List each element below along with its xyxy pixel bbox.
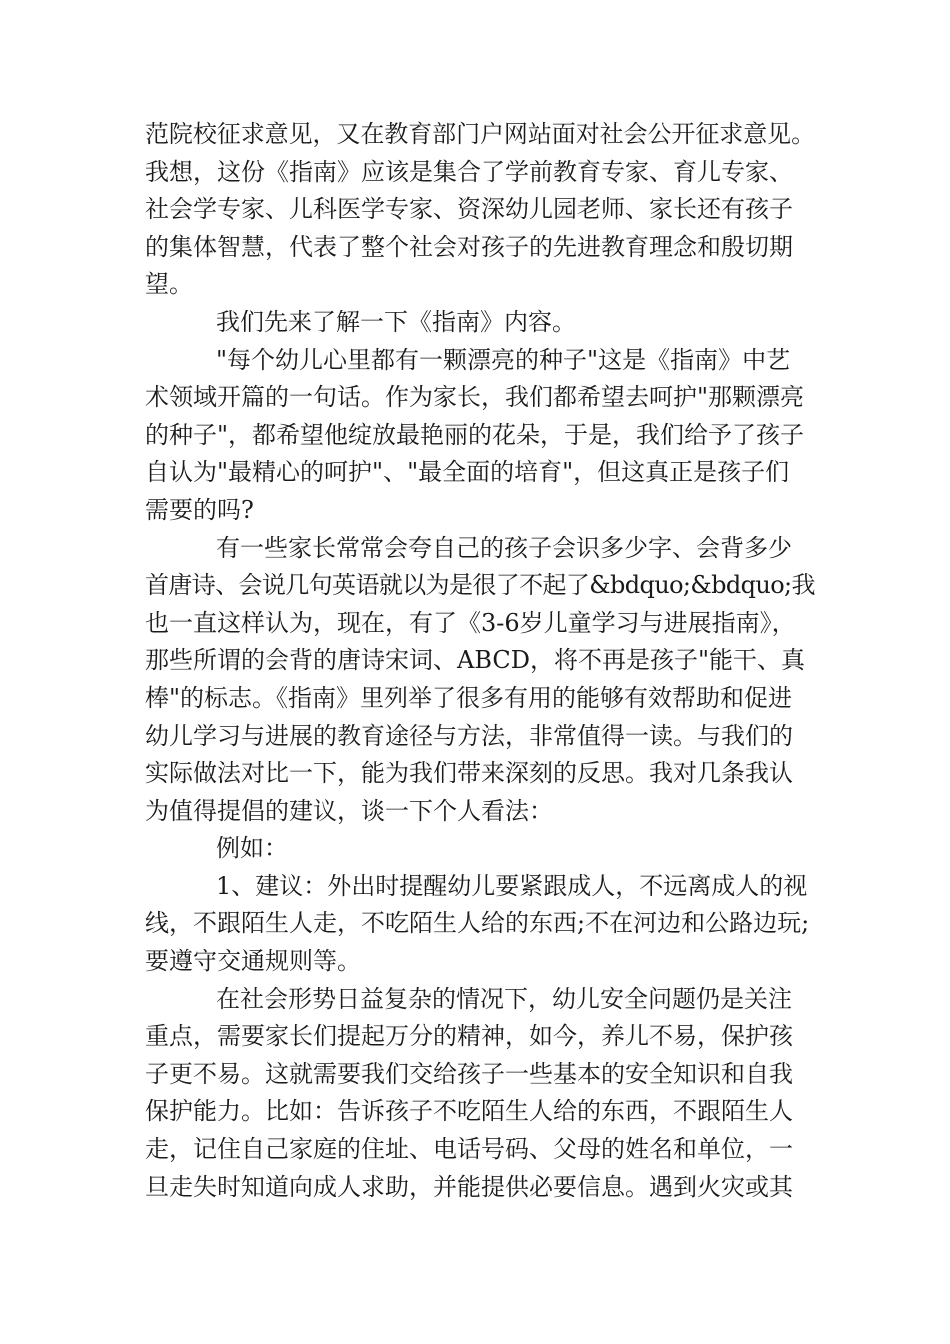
text-line: 范院校征求意见，又在教育部门户网站面对社会公开征求意见。 [145,120,815,148]
text-line: 例如： [216,834,288,863]
text-line: 社会学专家、儿科医学专家、资深幼儿园老师、家长还有孩子 [145,195,793,224]
text-line: 的种子"，都希望他绽放最艳丽的花朵，于是，我们给予了孩子 [145,420,805,449]
text-line: 线，不跟陌生人走，不吃陌生人给的东西;不在河边和公路边玩; [145,909,810,938]
text-line: 那些所谓的会背的唐诗宋词、ABCD，将不再是孩子"能干、真 [145,646,806,675]
text-line: 1、建议：外出时提醒幼儿要紧跟成人，不远离成人的视 [216,871,808,900]
text-line: "每个幼儿心里都有一颗漂亮的种子"这是《指南》中艺 [216,345,791,374]
text-line: 望。 [145,270,193,299]
text-line: 的集体智慧，代表了整个社会对孩子的先进教育理念和殷切期 [145,232,793,261]
text-line: 我想，这份《指南》应该是集合了学前教育专家、育儿专家、 [145,157,793,186]
text-line: 实际做法对比一下，能为我们带来深刻的反思。我对几条我认 [145,759,793,788]
text-line: 自认为"最精心的呵护"、"最全面的培育"，但这真正是孩子们 [145,458,790,487]
text-line: 在社会形势日益复杂的情况下，幼儿安全问题仍是关注 [216,984,792,1013]
text-line: 需要的吗? [145,495,254,524]
text-line: 也一直这样认为，现在，有了《3-6岁儿童学习与进展指南》， [145,608,796,637]
text-line: 保护能力。比如：告诉孩子不吃陌生人给的东西，不跟陌生人 [145,1097,793,1126]
body-text [145,116,815,1206]
text-line: 重点，需要家长们提起万分的精神，如今，养儿不易，保护孩 [145,1022,793,1051]
text-line: 要遵守交通规则等。 [145,947,361,976]
text-line: 幼儿学习与进展的教育途径与方法，非常值得一读。与我们的 [145,721,793,750]
text-line: 我们先来了解一下《指南》内容。 [216,307,576,336]
text-line: 走，记住自己家庭的住址、电话号码、父母的姓名和单位，一 [145,1135,793,1164]
text-line: 有一些家长常常会夸自己的孩子会识多少字、会背多少 [216,533,792,562]
text-line: 首唐诗、会说几句英语就以为是很了不起了&bdquo;&bdquo;我 [145,571,815,600]
text-line: 术领域开篇的一句话。作为家长，我们都希望去呵护"那颗漂亮 [145,383,805,412]
text-line: 子更不易。这就需要我们交给孩子一些基本的安全知识和自我 [145,1059,793,1088]
text-line: 为值得提倡的建议，谈一下个人看法： [145,796,553,825]
text-line: 棒"的标志。《指南》里列举了很多有用的能够有效帮助和促进 [145,683,793,712]
text-line: 旦走失时知道向成人求助，并能提供必要信息。遇到火灾或其 [145,1172,793,1201]
